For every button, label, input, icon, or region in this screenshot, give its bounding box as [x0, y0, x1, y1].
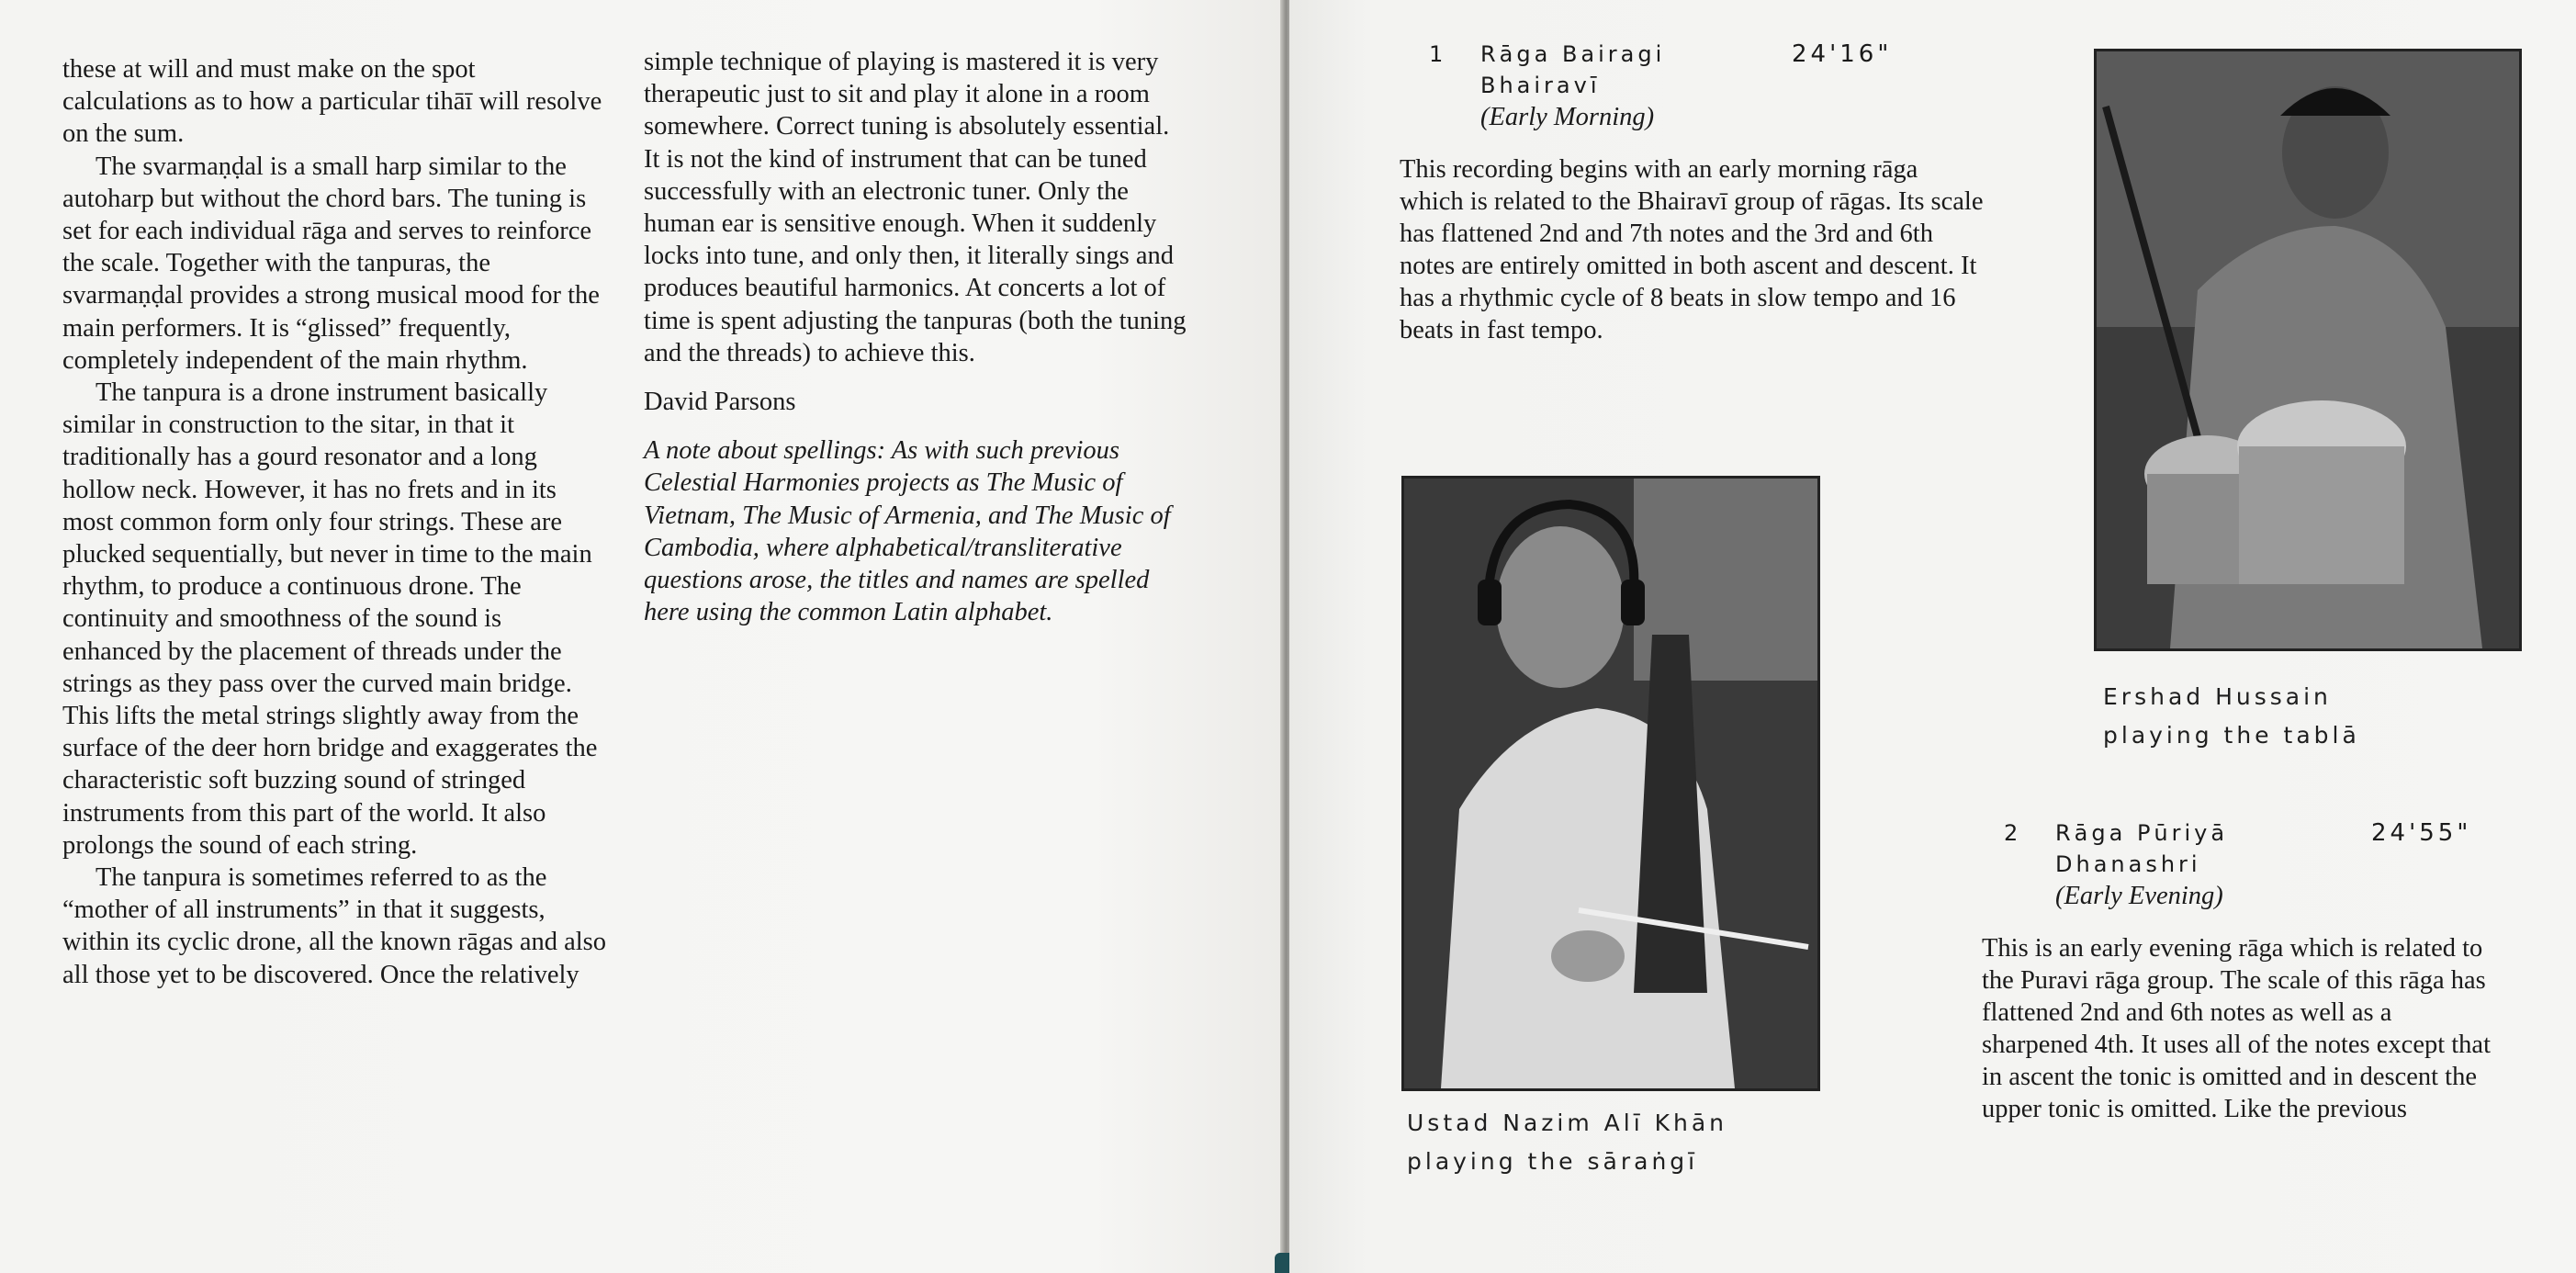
caption-tabla-line1: Ershad Hussain [2103, 683, 2332, 710]
track-1-title-line1: Rāga Bairagi [1480, 41, 1666, 67]
track-2-number: 2 [2004, 820, 2019, 846]
photo-tabla-player [2094, 49, 2522, 651]
left-column-2 [644, 46, 1189, 628]
track-1-number: 1 [1429, 41, 1444, 67]
caption-tabla-line2: playing the tablā [2103, 722, 2360, 749]
track-2-duration: 24'55" [2371, 819, 2472, 847]
paragraph-tanpura: The tanpura is a drone instrument basically similar in construction to the sitar, in that it traditionally has a gourd resonator and a long hollow neck. However, it has no frets and in its most common form only four strings. These are plucked sequentially, but never in time to the main rhythm, to produce a continuous drone. The continuity and smoothness of the sound is enhanced by the placement of threads under the strings as they pass over the curved main bridge. This lifts the metal strings slightly away from the surface of the deer horn bridge and exaggerates the characteristic soft buzzing sound of stringed instruments from this part of the world. It also prolongs the sound of each string. [62, 378, 598, 860]
left-page [0, 0, 1282, 1273]
paragraph-tihai: these at will and must make on the spot calculations as to how a particular tihāī will resolve on the sum. [62, 55, 602, 149]
track-2-time-of-day: (Early Evening) [2055, 882, 2223, 910]
track-1-title-line2: Bhairavī [1480, 73, 1601, 98]
spelling-note: A note about spellings: As with such previous Celestial Harmonies projects as The Music of Vietnam, The Music of Armenia, and The Music of Cambodia, where alphabetical/transliterative questions arose, the titles and names are spelled here using the common Latin alphabet. [644, 436, 1171, 627]
caption-sarangi [1407, 1104, 1727, 1181]
sarangi-player-illustration [1404, 479, 1817, 1088]
track-2-description: This is an early evening rāga which is related to the Puravi rāga group. The scale of this rāga has flattened 2nd and 6th notes as well as a sharpened 4th. It uses all of the notes except that in ascent the tonic is omitted and in descent the upper tonic is omitted. Like the previous [1982, 934, 2491, 1123]
tabla-player-illustration [2097, 51, 2519, 648]
track-1-time-of-day: (Early Morning) [1480, 103, 1655, 131]
track-2 [1982, 817, 2518, 1152]
track-1-title [1480, 39, 2072, 101]
track-1-duration: 24'16" [1792, 40, 1893, 68]
caption-sarangi-line2: playing the sāraṅgī [1407, 1148, 1699, 1175]
left-column-1 [62, 53, 606, 991]
caption-tabla [2103, 678, 2360, 755]
track-2-title-line2: Dhanashri [2055, 851, 2201, 877]
track-2-header [2004, 817, 2518, 880]
author-signature: David Parsons [644, 388, 796, 417]
paragraph-mother-of-instruments: The tanpura is sometimes referred to as the “mother of all instruments” in that it suggests, within its cyclic drone, all the known rāgas and also all those yet to be discovered. Once the relatively [62, 863, 607, 989]
track-1-description: This recording begins with an early morning rāga which is related to the Bhairavī group of rāgas. Its scale has flattened 2nd and 7th notes and the 3rd and 6th notes are entirely omitted in both ascent and descent. It has a rhythmic cycle of 8 beats in slow tempo and 16 beats in fast tempo. [1400, 155, 1984, 344]
paragraph-technique: simple technique of playing is mastered it is very therapeutic just to sit and play it alone in a room somewhere. Correct tuning is absolutely essential. It is not the kind of instrument that can be tuned successfully with an electronic tuner. Only the human ear is sensitive enough. When it suddenly locks into tune, and only then, it literally sings and produces beautiful harmonics. At concerts a lot of time is spent adjusting the tanpuras (both the tuning and the threads) to achieve this. [644, 48, 1187, 367]
caption-sarangi-line1: Ustad Nazim Alī Khān [1407, 1110, 1727, 1136]
photo-sarangi-player [1401, 476, 1820, 1091]
track-2-title-line1: Rāga Pūriyā [2055, 820, 2229, 846]
paragraph-svarmandal: The svarmaṇḍal is a small harp similar to the autoharp but without the chord bars. The tuning is set for each individual rāga and serves to reinforce the scale. Together with the tanpuras, the svarmaṇḍal provides a strong musical mood for the main performers. It is “glissed” frequently, completely independent of the main rhythm. [62, 152, 600, 375]
track-1 [1400, 39, 2072, 373]
track-1-header [1429, 39, 2072, 101]
